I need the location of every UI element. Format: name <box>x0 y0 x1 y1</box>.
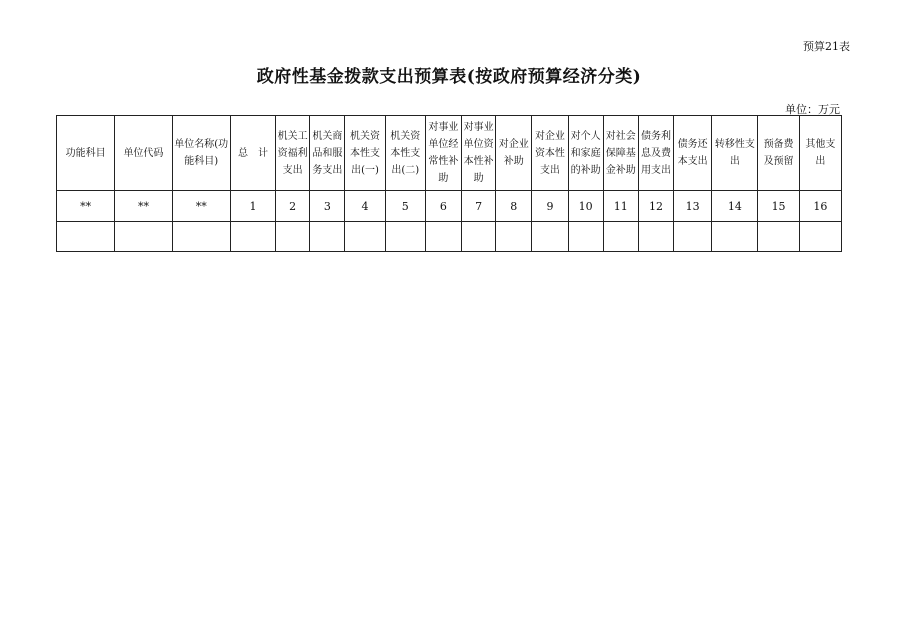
header-cell: 单位名称(功能科目) <box>172 116 230 191</box>
number-cell: 7 <box>462 191 496 222</box>
header-cell: 对社会保障基金补助 <box>603 116 638 191</box>
data-cell <box>532 222 568 252</box>
header-cell: 单位代码 <box>115 116 172 191</box>
header-cell: 对事业单位资本性补助 <box>462 116 496 191</box>
data-cell <box>603 222 638 252</box>
number-cell: 13 <box>674 191 712 222</box>
header-cell: 功能科目 <box>57 116 115 191</box>
number-cell: 16 <box>799 191 841 222</box>
page-title: 政府性基金拨款支出预算表(按政府预算经济分类) <box>256 67 642 87</box>
data-cell <box>345 222 385 252</box>
number-cell: 5 <box>385 191 425 222</box>
number-cell: 8 <box>496 191 532 222</box>
data-cell <box>310 222 345 252</box>
header-cell: 对企业资本性支出 <box>532 116 568 191</box>
budget-table <box>56 115 842 252</box>
number-cell: 6 <box>425 191 461 222</box>
header-cell: 其他支出 <box>799 116 841 191</box>
form-number: 预算21表 <box>803 40 850 53</box>
data-cell <box>276 222 310 252</box>
number-cell: 4 <box>345 191 385 222</box>
column-number-row <box>57 191 842 222</box>
header-cell: 债务利息及费用支出 <box>638 116 673 191</box>
header-cell: 债务还本支出 <box>674 116 712 191</box>
data-cell <box>57 222 115 252</box>
number-cell: 2 <box>276 191 310 222</box>
data-cell <box>758 222 799 252</box>
header-cell: 对企业补助 <box>496 116 532 191</box>
header-cell: 机关工资福利支出 <box>276 116 310 191</box>
header-cell: 转移性支出 <box>712 116 758 191</box>
data-cell <box>638 222 673 252</box>
data-row <box>57 222 842 252</box>
header-row <box>57 116 842 191</box>
number-cell: 12 <box>638 191 673 222</box>
number-cell: 10 <box>568 191 603 222</box>
data-cell <box>230 222 275 252</box>
header-cell: 对事业单位经常性补助 <box>425 116 461 191</box>
unit-label: 单位：万元 <box>785 103 840 116</box>
number-cell: 1 <box>230 191 275 222</box>
data-cell <box>115 222 172 252</box>
number-cell: ** <box>57 191 115 222</box>
data-cell <box>496 222 532 252</box>
data-cell <box>568 222 603 252</box>
number-cell: 3 <box>310 191 345 222</box>
number-cell: 11 <box>603 191 638 222</box>
data-cell <box>385 222 425 252</box>
header-cell: 机关资本性支出(二) <box>385 116 425 191</box>
data-cell <box>425 222 461 252</box>
data-cell <box>712 222 758 252</box>
header-cell: 机关商品和服务支出 <box>310 116 345 191</box>
number-cell: ** <box>115 191 172 222</box>
data-cell <box>462 222 496 252</box>
number-cell: 15 <box>758 191 799 222</box>
header-cell: 对个人和家庭的补助 <box>568 116 603 191</box>
data-cell <box>172 222 230 252</box>
data-cell <box>799 222 841 252</box>
number-cell: 14 <box>712 191 758 222</box>
number-cell: 9 <box>532 191 568 222</box>
data-cell <box>674 222 712 252</box>
header-cell: 总 计 <box>230 116 275 191</box>
header-cell: 机关资本性支出(一) <box>345 116 385 191</box>
header-cell: 预备费及预留 <box>758 116 799 191</box>
number-cell: ** <box>172 191 230 222</box>
